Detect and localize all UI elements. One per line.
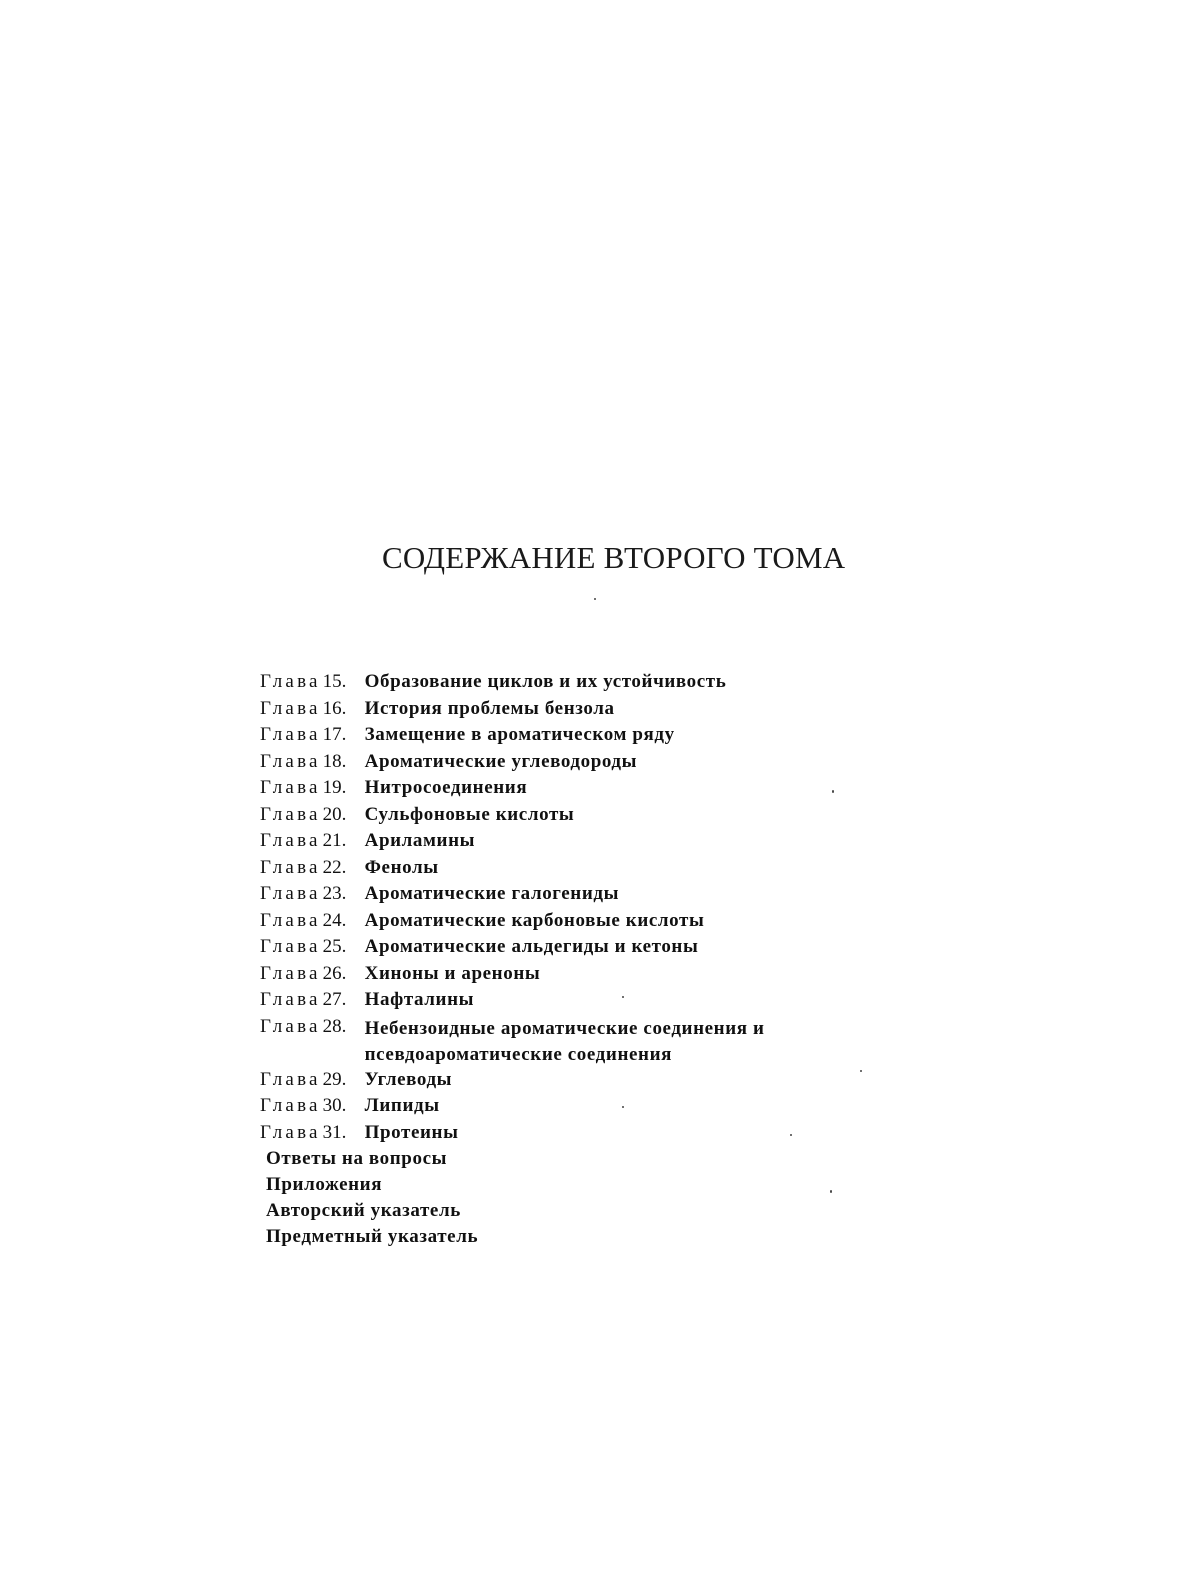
chapter-prefix: Глава: [260, 1015, 321, 1037]
chapter-prefix: Глава: [260, 830, 321, 851]
toc-chapter-entry: [260, 883, 860, 910]
chapter-prefix: Глава: [260, 1121, 321, 1143]
chapter-prefix: Глава: [260, 936, 321, 957]
chapter-title: Ароматические карбоновые кислоты: [364, 909, 705, 931]
chapter-title: Ариламины: [364, 830, 476, 851]
chapter-prefix: Глава: [260, 1068, 321, 1090]
chapter-prefix: Глава: [260, 671, 321, 692]
chapter-number: 15.: [322, 671, 347, 692]
chapter-number: 21.: [322, 830, 347, 851]
chapter-title: Липиды: [364, 1095, 440, 1116]
chapter-number: 17.: [322, 724, 347, 745]
chapter-number: 16.: [322, 697, 347, 719]
toc-chapter-entry: [260, 1122, 860, 1149]
chapter-prefix: Глава: [260, 803, 321, 825]
table-of-contents: [260, 671, 860, 1252]
toc-appendix-entry: Ответы на вопросы: [266, 1148, 448, 1169]
chapter-title: Ароматические галогениды: [364, 883, 620, 904]
toc-chapter-entry: [260, 724, 860, 751]
chapter-title: Сульфоновые кислоты: [364, 803, 575, 825]
chapter-prefix: Глава: [260, 962, 321, 984]
toc-chapter-entry: [260, 1016, 860, 1069]
chapter-number: 27.: [322, 989, 347, 1010]
chapter-prefix: Глава: [260, 909, 321, 931]
toc-chapter-entry: [260, 989, 860, 1016]
chapter-number: 25.: [322, 936, 347, 957]
chapter-number: 30.: [322, 1095, 347, 1116]
toc-chapter-entry: [260, 830, 860, 857]
toc-chapter-entry: [260, 910, 860, 937]
toc-chapter-entry: [260, 698, 860, 725]
chapter-title: Образование циклов и их устойчивость: [364, 671, 727, 692]
chapter-title: Углеводы: [364, 1068, 453, 1090]
chapter-number: 19.: [322, 777, 347, 798]
chapter-number: 23.: [322, 883, 347, 904]
chapter-number: 31.: [322, 1121, 347, 1143]
toc-chapter-entry: [260, 671, 860, 698]
toc-chapter-entry: [260, 804, 860, 831]
chapter-prefix: Глава: [260, 750, 321, 772]
toc-chapter-entry: [260, 1069, 860, 1096]
chapter-title: Протеины: [364, 1121, 459, 1143]
chapter-prefix: Глава: [260, 697, 321, 719]
toc-chapter-entry: [260, 777, 860, 804]
chapter-prefix: Глава: [260, 777, 321, 798]
page-title: СОДЕРЖАНИЕ ВТОРОГО ТОМА: [382, 540, 846, 575]
chapter-title: Нафталины: [364, 989, 475, 1010]
chapter-title: Хиноны и ареноны: [364, 962, 541, 984]
chapter-number: 26.: [322, 962, 347, 984]
chapter-number: 22.: [322, 856, 347, 878]
chapter-prefix: Глава: [260, 724, 321, 745]
chapter-prefix: Глава: [260, 989, 321, 1010]
toc-chapter-entry: [260, 857, 860, 884]
toc-chapter-entry: [260, 936, 860, 963]
scan-speck: [594, 598, 596, 600]
toc-chapter-entry: [260, 963, 860, 990]
chapter-title: Небензоидные ароматические соединения и псевдоароматические соединения: [364, 1017, 765, 1065]
chapter-number: 29.: [322, 1068, 347, 1090]
toc-chapter-entry: [260, 751, 860, 778]
chapter-number: 28.: [322, 1015, 347, 1037]
chapter-title: Ароматические углеводороды: [364, 750, 638, 772]
toc-appendix-entry: Предметный указатель: [266, 1226, 479, 1247]
chapter-prefix: Глава: [260, 883, 321, 904]
chapter-title: Фенолы: [364, 856, 439, 878]
chapter-number: 20.: [322, 803, 347, 825]
scan-speck: [860, 1070, 862, 1072]
chapter-number: 18.: [322, 750, 347, 772]
chapter-number: 24.: [322, 909, 347, 931]
chapter-title: Нитросоединения: [364, 777, 528, 798]
chapter-prefix: Глава: [260, 1095, 321, 1116]
chapter-prefix: Глава: [260, 856, 321, 878]
toc-chapter-entry: [260, 1095, 860, 1122]
toc-appendix-entry: Приложения: [266, 1174, 383, 1195]
toc-appendix-entry: Авторский указатель: [266, 1200, 461, 1221]
chapter-title: Ароматические альдегиды и кетоны: [364, 936, 699, 957]
chapter-title: Замещение в ароматическом ряду: [364, 724, 675, 745]
chapter-title: История проблемы бензола: [364, 697, 615, 719]
